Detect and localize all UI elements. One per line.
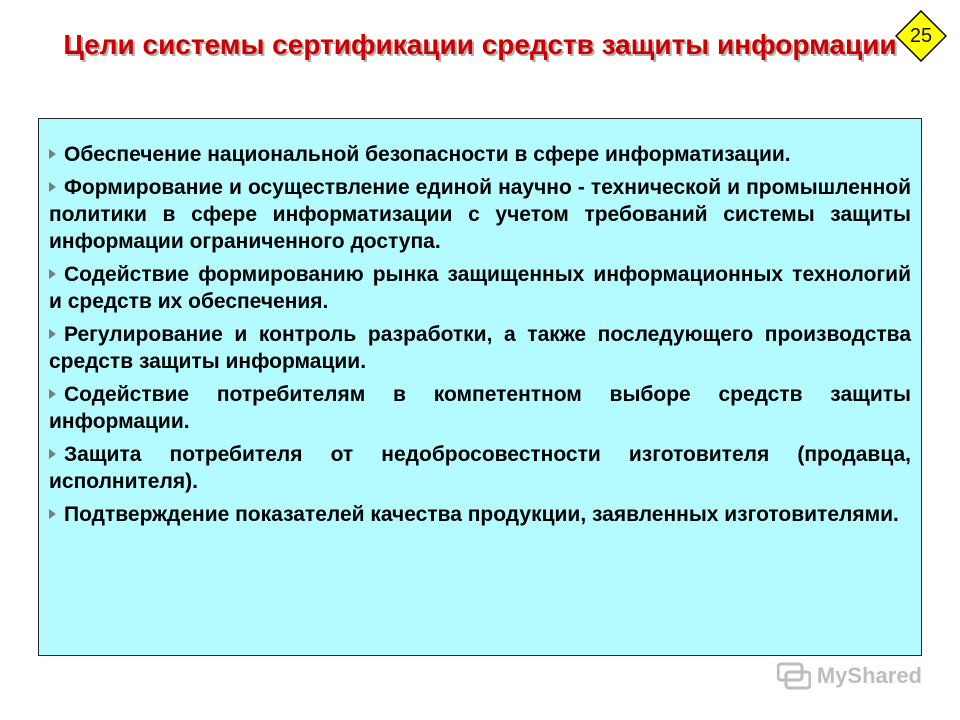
- goal-item: [49, 261, 911, 315]
- goal-item: [49, 441, 911, 495]
- goals-panel: [38, 118, 922, 656]
- goal-text: Регулирование и контроль разработки, а также последующего производства средств защиты информации.: [49, 323, 911, 373]
- goal-text: Формирование и осуществление единой научно - технической и промышленной политики в сфере информатизации с учетом требований системы защиты информации ограниченного доступа.: [49, 176, 911, 253]
- goal-item: [49, 141, 911, 168]
- triangle-bullet-icon: [49, 329, 56, 339]
- myshared-watermark: [777, 662, 922, 690]
- goal-text: Содействие формированию рынка защищенных информационных технологий и средств их обеспечения.: [49, 263, 911, 313]
- goal-text: Содействие потребителям в компетентном выборе средств защиты информации.: [49, 383, 911, 433]
- goal-item: [49, 174, 911, 255]
- goal-text: Обеспечение национальной безопасности в сфере информатизации.: [64, 143, 791, 166]
- triangle-bullet-icon: [49, 449, 56, 459]
- triangle-bullet-icon: [49, 509, 56, 519]
- page-number-badge: [895, 10, 947, 62]
- goal-text: Защита потребителя от недобросовестности изготовителя (продавца, исполнителя).: [49, 443, 911, 493]
- goals-list: [49, 141, 911, 528]
- triangle-bullet-icon: [49, 182, 56, 192]
- page-number: 25: [909, 25, 933, 47]
- goal-text: Подтверждение показателей качества продукции, заявленных изготовителями.: [64, 503, 899, 526]
- goal-item: [49, 501, 911, 528]
- slide-title: Цели системы сертификации средств защиты информации: [63, 29, 897, 60]
- goal-item: [49, 321, 911, 375]
- watermark-text: MyShared: [816, 663, 922, 688]
- triangle-bullet-icon: [49, 269, 56, 279]
- triangle-bullet-icon: [49, 389, 56, 399]
- goal-item: [49, 381, 911, 435]
- myshared-logo-icon: [777, 662, 811, 690]
- triangle-bullet-icon: [49, 149, 56, 159]
